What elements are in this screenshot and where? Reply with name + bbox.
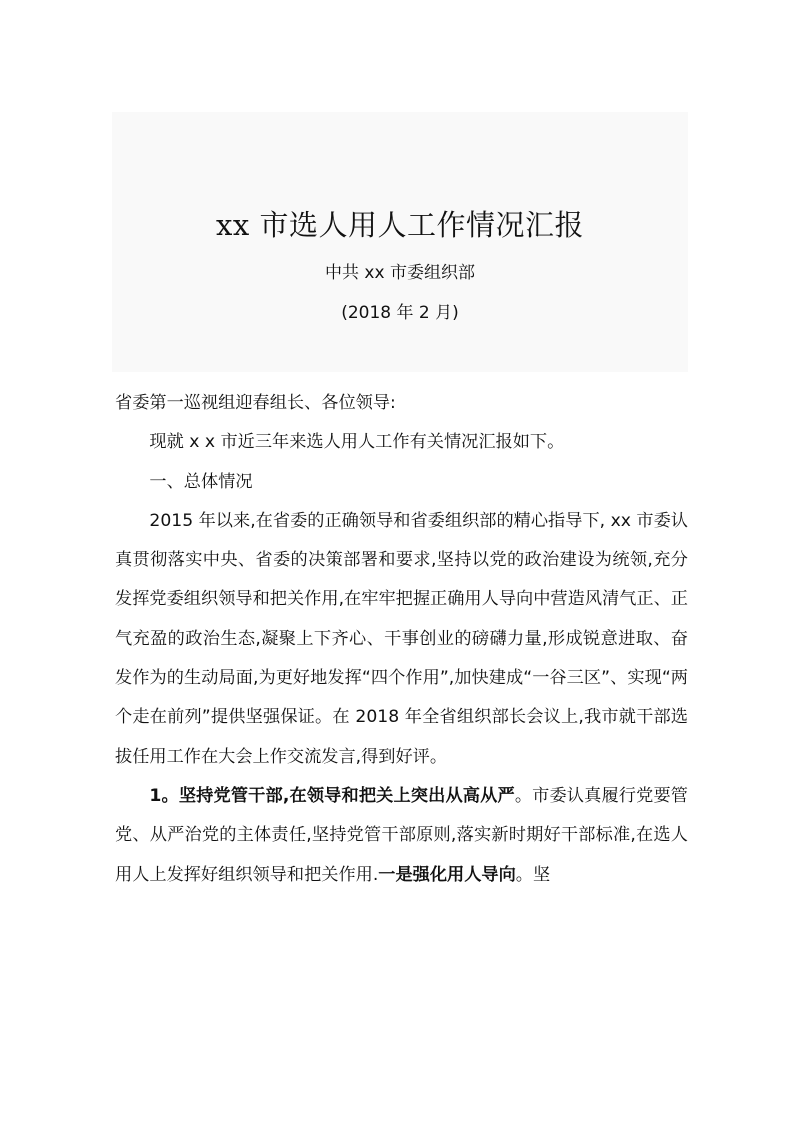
intro-paragraph: 现就 x x 市近三年来选人用人工作有关情况汇报如下。 [149, 432, 565, 453]
point-one-continuation: 。坚 [515, 864, 551, 885]
document-body [115, 384, 688, 895]
document-title: xx 市选人用人工作情况汇报 [216, 208, 584, 242]
point-one-text: 。市委认真履行党要管党、从严治党的主体责任,坚持党管干部原则,落实新时期好干部标准,在选人用人上发挥好组织领导和把关作用. [115, 785, 688, 885]
section-heading: 一、总体情况 [149, 471, 253, 492]
point-one-subheading: 一是强化用人导向 [378, 864, 516, 885]
salutation: 省委第一巡视组迎春组长、各位领导: [115, 393, 396, 413]
issuer-line: 中共 xx 市委组织部 [325, 263, 475, 283]
point-one-heading: 1。坚持党管干部,在领导和把关上突出从高从严 [149, 785, 515, 806]
date-line: (2018 年 2 月) [341, 303, 459, 323]
overview-paragraph: 2015 年以来,在省委的正确领导和省委组织部的精心指导下, xx 市委认真贯彻落实中央、省委的决策部署和要求,坚持以党的政治建设为统领,充分发挥党委组织领导和把关作用,在牢牢把握正确用人导向中营造风清气正、正气充盈的政治生态,凝聚上下齐心、干事创业的磅礴力量,形成锐意进取、奋发作为的生动局面,为更好地发挥“四个作用”,加快建成“一谷三区”、实现“两个走在前列”提供坚强保证。在 2018 年全省组织部长会议上,我市就干部选拔任用工作在大会上作交流发言,得到好评。 [115, 510, 688, 767]
point-one-paragraph [115, 777, 688, 895]
